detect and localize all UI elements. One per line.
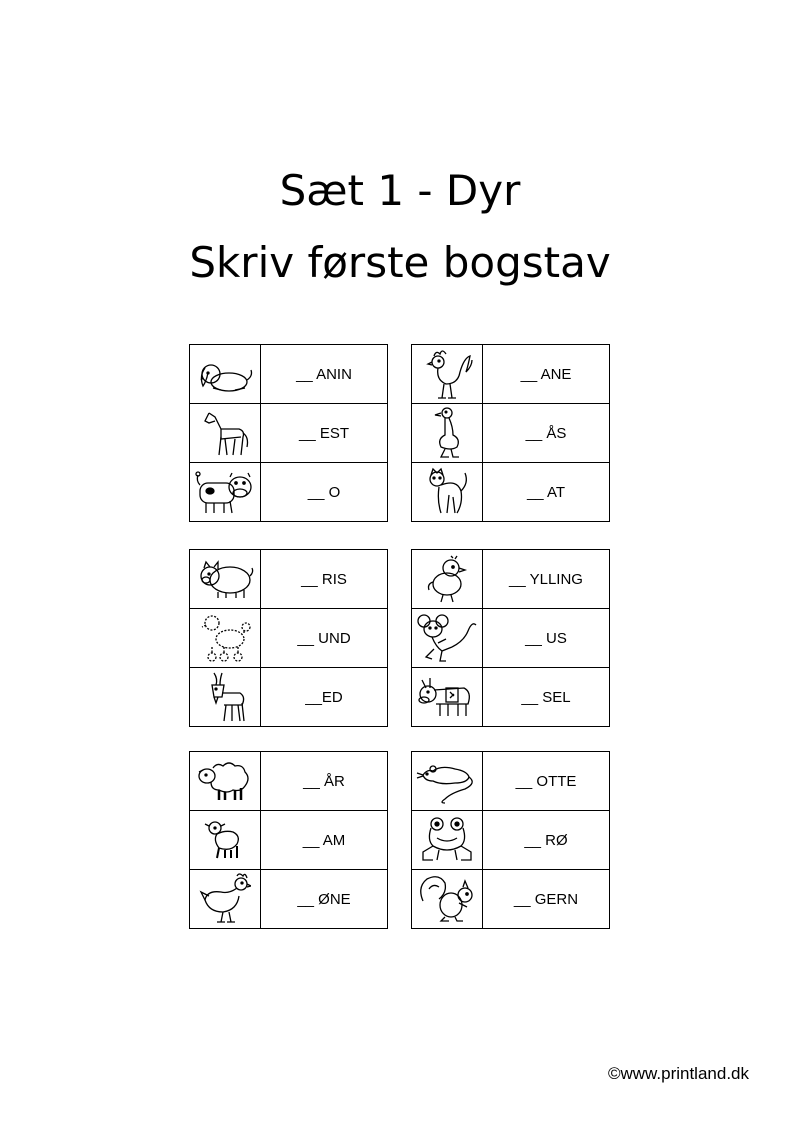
word-row xyxy=(412,404,610,463)
word-prompt: __ ÅS xyxy=(483,404,610,463)
word-group-6 xyxy=(411,751,610,929)
word-row xyxy=(412,345,610,404)
word-prompt: __ GERN xyxy=(483,870,610,929)
word-prompt: __ AM xyxy=(261,811,388,870)
word-group-5 xyxy=(189,751,388,929)
hen-icon xyxy=(199,872,251,926)
page-title: Sæt 1 - Dyr xyxy=(279,166,521,215)
page-subtitle: Skriv første bogstav xyxy=(189,238,611,287)
word-row xyxy=(412,752,610,811)
donkey-icon xyxy=(416,674,478,720)
pig-icon xyxy=(194,556,256,602)
word-prompt: __ RØ xyxy=(483,811,610,870)
word-prompt: __ ANIN xyxy=(261,345,388,404)
word-prompt: __ED xyxy=(261,668,388,727)
word-row xyxy=(412,463,610,522)
word-row xyxy=(190,550,388,609)
word-row xyxy=(190,668,388,727)
word-prompt: __ YLLING xyxy=(483,550,610,609)
word-prompt: __ US xyxy=(483,609,610,668)
word-prompt: __ EST xyxy=(261,404,388,463)
word-row xyxy=(190,404,388,463)
lamb-icon xyxy=(203,818,247,862)
word-row xyxy=(190,345,388,404)
word-prompt: __ UND xyxy=(261,609,388,668)
word-prompt: __ AT xyxy=(483,463,610,522)
sheep-icon xyxy=(195,758,255,804)
goat-icon xyxy=(200,669,250,725)
word-group-4 xyxy=(411,549,610,727)
word-prompt: __ SEL xyxy=(483,668,610,727)
poodle-icon xyxy=(198,611,252,665)
word-group-3 xyxy=(189,549,388,727)
word-row xyxy=(412,870,610,929)
cat-icon xyxy=(423,465,471,519)
word-row xyxy=(190,609,388,668)
word-prompt: __ ÅR xyxy=(261,752,388,811)
word-prompt: __ OTTE xyxy=(483,752,610,811)
copyright-footer: ©www.printland.dk xyxy=(607,1064,749,1083)
word-prompt: __ ANE xyxy=(483,345,610,404)
word-row xyxy=(412,668,610,727)
word-row xyxy=(190,870,388,929)
word-group-2 xyxy=(411,344,610,522)
word-row xyxy=(190,811,388,870)
word-prompt: __ ØNE xyxy=(261,870,388,929)
rat-icon xyxy=(415,757,479,805)
frog-icon xyxy=(419,814,475,866)
word-row xyxy=(190,752,388,811)
cow-icon xyxy=(194,467,256,517)
mouse-icon xyxy=(416,611,478,665)
word-row xyxy=(412,550,610,609)
word-row xyxy=(412,811,610,870)
squirrel-icon xyxy=(415,873,479,925)
word-row xyxy=(412,609,610,668)
word-prompt: __ RIS xyxy=(261,550,388,609)
word-prompt: __ O xyxy=(261,463,388,522)
chick-icon xyxy=(423,554,471,604)
goose-icon xyxy=(427,405,467,461)
word-row xyxy=(190,463,388,522)
rooster-icon xyxy=(420,346,474,402)
horse-icon xyxy=(199,407,251,459)
word-group-1 xyxy=(189,344,388,522)
puppy-icon xyxy=(195,350,255,398)
